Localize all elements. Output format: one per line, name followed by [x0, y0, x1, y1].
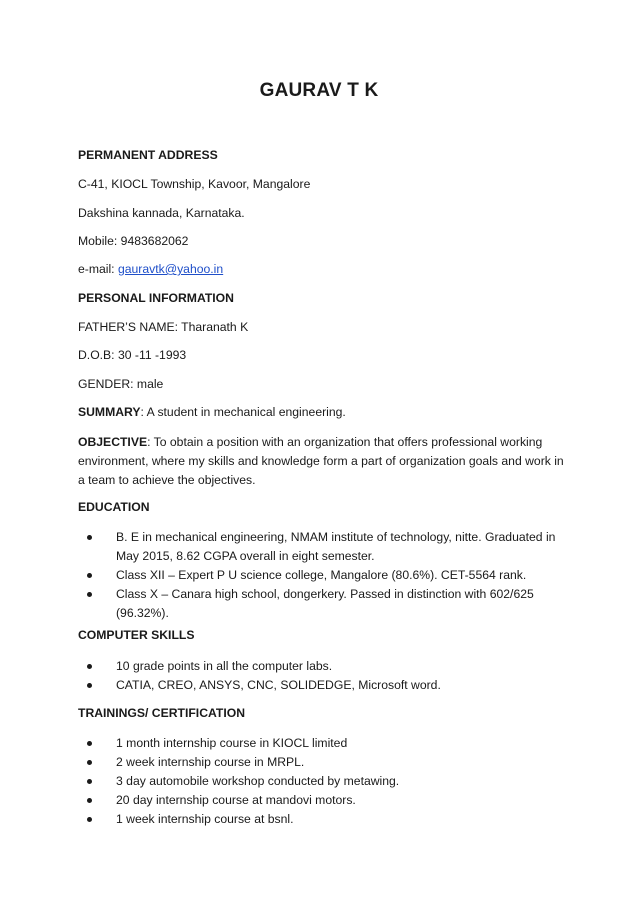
computer-skills-heading: COMPUTER SKILLS	[78, 628, 195, 642]
education-list	[78, 528, 558, 623]
list-item-text: Class X – Canara high school, dongerkery. Passed in distinction with 602/625 (96.32%).	[116, 587, 534, 620]
list-item-text: 20 day internship course at mandovi motors.	[116, 793, 356, 807]
bullet-icon	[87, 817, 92, 822]
list-item	[78, 734, 558, 753]
bullet-icon	[87, 760, 92, 765]
list-item	[78, 791, 558, 810]
fathers-name: FATHER’S NAME: Tharanath K	[78, 320, 249, 334]
mobile-number: Mobile: 9483682062	[78, 234, 189, 248]
list-item-text: 2 week internship course in MRPL.	[116, 755, 305, 769]
date-of-birth: D.O.B: 30 -11 -1993	[78, 348, 187, 362]
bullet-icon	[87, 573, 92, 578]
list-item	[78, 657, 558, 676]
list-item-text: B. E in mechanical engineering, NMAM institute of technology, nitte. Graduated in May 2015, 8.62 CGPA overall in eight semester.	[116, 530, 556, 563]
list-item	[78, 772, 558, 791]
email-link[interactable]: gauravtk@yahoo.in	[117, 262, 224, 276]
computer-skills-list	[78, 657, 558, 695]
personal-information-heading: PERSONAL INFORMATION	[78, 291, 234, 305]
list-item-text: Class XII – Expert P U science college, Mangalore (80.6%). CET-5564 rank.	[116, 568, 527, 582]
email-line	[78, 262, 223, 276]
list-item-text: 3 day automobile workshop conducted by metawing.	[116, 774, 400, 788]
list-item	[78, 810, 558, 829]
list-item	[78, 528, 558, 566]
address-line-1: C-41, KIOCL Township, Kavoor, Mangalore	[78, 177, 311, 191]
summary-line	[78, 405, 346, 419]
objective-text: : To obtain a position with an organization that offers professional working environment, where my skills and knowledge form a part of organization goals and work in a team to achieve the objectives.	[78, 435, 564, 487]
bullet-icon	[87, 683, 92, 688]
permanent-address-heading: PERMANENT ADDRESS	[78, 148, 218, 162]
trainings-heading: TRAININGS/ CERTIFICATION	[78, 706, 246, 720]
objective-paragraph	[78, 433, 568, 490]
candidate-name: GAURAV T K	[259, 80, 379, 101]
summary-label: SUMMARY	[78, 405, 141, 419]
gender: GENDER: male	[78, 377, 164, 391]
bullet-icon	[87, 592, 92, 597]
address-line-2: Dakshina kannada, Karnataka.	[78, 206, 245, 220]
objective-label: OBJECTIVE	[78, 435, 148, 449]
list-item	[78, 753, 558, 772]
bullet-icon	[87, 535, 92, 540]
list-item-text: 1 month internship course in KIOCL limited	[116, 736, 348, 750]
summary-text: : A student in mechanical engineering.	[140, 405, 346, 419]
bullet-icon	[87, 664, 92, 669]
list-item	[78, 566, 558, 585]
education-heading: EDUCATION	[78, 500, 150, 514]
list-item-text: 1 week internship course at bsnl.	[116, 812, 294, 826]
list-item	[78, 585, 558, 623]
bullet-icon	[87, 798, 92, 803]
bullet-icon	[87, 779, 92, 784]
list-item	[78, 676, 558, 695]
list-item-text: 10 grade points in all the computer labs.	[116, 659, 333, 673]
bullet-icon	[87, 741, 92, 746]
email-label: e-mail:	[78, 262, 118, 276]
list-item-text: CATIA, CREO, ANSYS, CNC, SOLIDEDGE, Microsoft word.	[116, 678, 441, 692]
trainings-list	[78, 734, 558, 829]
